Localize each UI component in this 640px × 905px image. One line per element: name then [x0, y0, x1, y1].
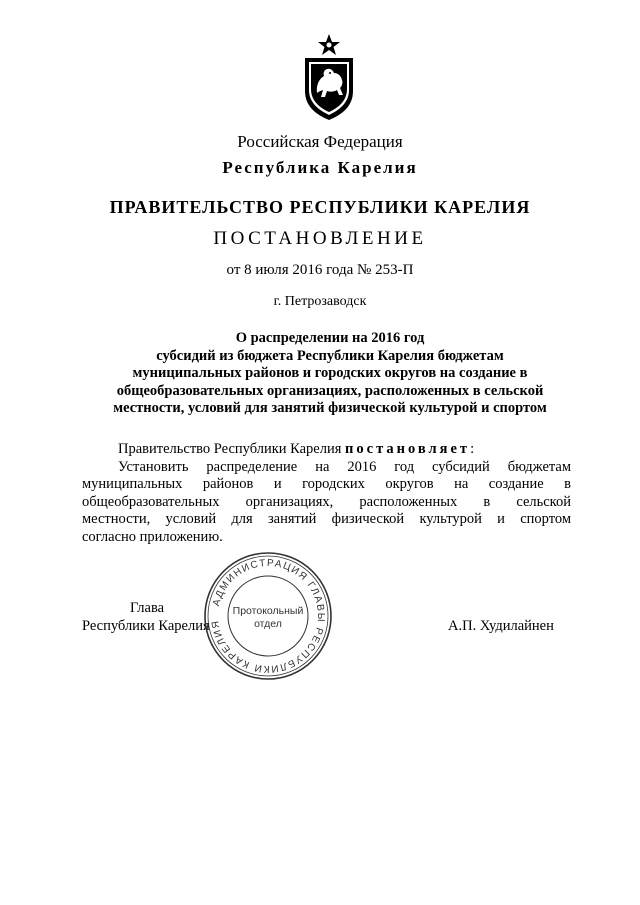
- stamp-ring-text: АДМИНИСТРАЦИЯ ГЛАВЫ РЕСПУБЛИКИ КАРЕЛИЯ: [210, 557, 327, 675]
- intro-line: [82, 441, 571, 459]
- federation-label: Российская Федерация: [237, 132, 403, 151]
- city-line: г. Петрозаводск: [273, 294, 367, 309]
- paragraph-line: общеобразовательных организациях, расположенных в сельской: [82, 493, 571, 510]
- signature-position-line1: Глава: [130, 600, 165, 616]
- official-stamp: [202, 550, 334, 682]
- title-line: О распределении на 2016 год: [235, 330, 425, 346]
- paragraph-line: муниципальных районов и городских округов на создание в: [82, 476, 571, 492]
- stamp-center-line1: Протокольный: [232, 605, 304, 617]
- date-number-line: от 8 июля 2016 года № 253-П: [226, 262, 414, 278]
- document-body: [82, 441, 571, 546]
- document-title: [90, 330, 570, 418]
- title-line: субсидий из бюджета Республики Карелия бюджетам: [156, 347, 504, 364]
- paragraph-line: согласно приложению.: [82, 528, 223, 545]
- intro-suffix: :: [470, 441, 475, 457]
- stamp-center-line2: отдел: [254, 618, 282, 630]
- signatory-name: А.П. Худилайнен: [448, 618, 554, 634]
- intro-prefix: Правительство Республики Карелия: [118, 441, 346, 457]
- paragraph-line: Установить распределение на 2016 год субсидий бюджетам: [118, 458, 571, 475]
- title-line: общеобразовательных организациях, расположенных в сельской: [116, 382, 544, 399]
- signature-position-line2: Республики Карелия: [82, 618, 210, 634]
- karelia-coat-of-arms-icon: [297, 33, 361, 121]
- republic-label: Республика Карелия: [222, 158, 418, 177]
- document-type-heading: ПОСТАНОВЛЕНИЕ: [213, 228, 427, 249]
- government-heading: ПРАВИТЕЛЬСТВО РЕСПУБЛИКИ КАРЕЛИЯ: [109, 197, 531, 217]
- paragraph-line: местности, условий для занятий физической культурой и спортом: [82, 511, 571, 527]
- title-line: муниципальных районов и городских округов на создание в: [132, 365, 528, 381]
- decree-word: постановляет: [345, 441, 471, 457]
- title-line: местности, условий для занятий физической культурой и спортом: [113, 400, 547, 416]
